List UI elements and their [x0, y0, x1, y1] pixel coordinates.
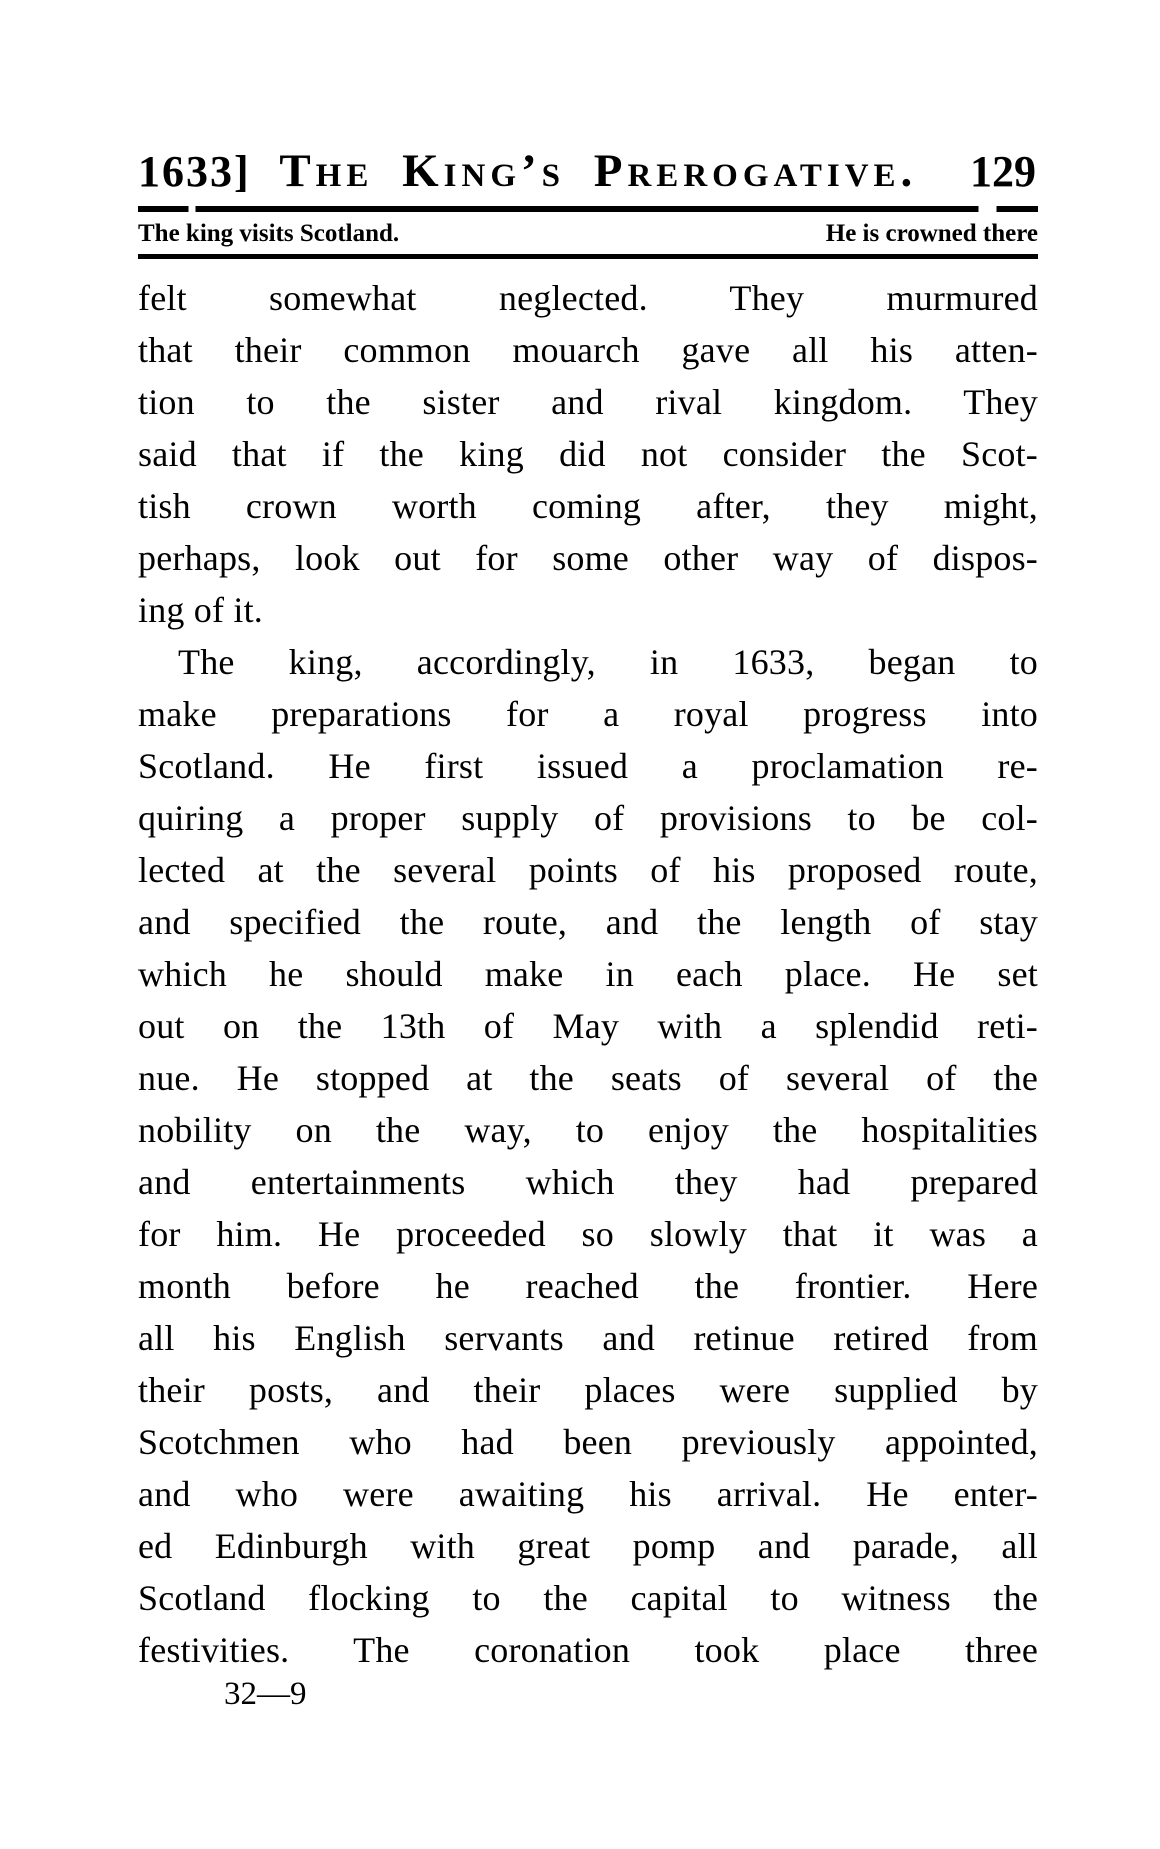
text-line: tish crown worth coming after, they might, — [138, 486, 1038, 526]
text-line: felt somewhat neglected. They murmured — [138, 278, 1038, 318]
text-line: ing of it. — [138, 590, 263, 630]
body-text — [138, 272, 1038, 1676]
text-line: ed Edinburgh with great pomp and parade, all — [138, 1526, 1038, 1566]
text-line: and who were awaiting his arrival. He enter- — [138, 1474, 1038, 1514]
text-line: lected at the several points of his proposed route, — [138, 850, 1038, 890]
page-content — [138, 146, 1038, 1712]
text-line: Scotland flocking to the capital to witness the — [138, 1578, 1038, 1618]
running-head — [138, 146, 1038, 196]
text-line: perhaps, look out for some other way of dispos- — [138, 538, 1038, 578]
text-line: nobility on the way, to enjoy the hospitalities — [138, 1110, 1038, 1150]
summary-right-note: He is crowned there — [825, 220, 1038, 247]
summary-rule — [138, 254, 1038, 259]
text-line: The king, accordingly, in 1633, began to — [178, 642, 1038, 682]
text-line: which he should make in each place. He set — [138, 954, 1038, 994]
text-line: and entertainments which they had prepared — [138, 1162, 1038, 1202]
header-page-number: 129 — [969, 147, 1036, 196]
text-line: and specified the route, and the length of stay — [138, 902, 1038, 942]
text-line: said that if the king did not consider the Scot- — [138, 434, 1038, 474]
text-line: Scotchmen who had been previously appointed, — [138, 1422, 1038, 1462]
text-line: Scotland. He first issued a proclamation re- — [138, 746, 1038, 786]
section-summary-row — [138, 219, 1038, 249]
text-line: tion to the sister and rival kingdom. They — [138, 382, 1038, 422]
text-line: month before he reached the frontier. Here — [138, 1266, 1038, 1306]
header-rule — [138, 206, 1038, 212]
text-line: out on the 13th of May with a splendid reti- — [138, 1006, 1038, 1046]
text-line: that their common mouarch gave all his atten- — [138, 330, 1038, 370]
text-line: their posts, and their places were supplied by — [138, 1370, 1038, 1410]
text-line: make preparations for a royal progress into — [138, 694, 1038, 734]
text-line: festivities. The coronation took place three — [138, 1630, 1038, 1670]
text-line: quiring a proper supply of provisions to be col- — [138, 798, 1038, 838]
text-line: nue. He stopped at the seats of several of the — [138, 1058, 1038, 1098]
summary-left-note: The king visits Scotland. — [138, 220, 400, 247]
text-line: for him. He proceeded so slowly that it was a — [138, 1214, 1038, 1254]
header-year: 1633] — [138, 147, 251, 196]
text-line: all his English servants and retinue retired from — [138, 1318, 1038, 1358]
signature-mark: 32—9 — [224, 1676, 307, 1712]
header-title: The King’s Prerogative. — [279, 145, 918, 197]
